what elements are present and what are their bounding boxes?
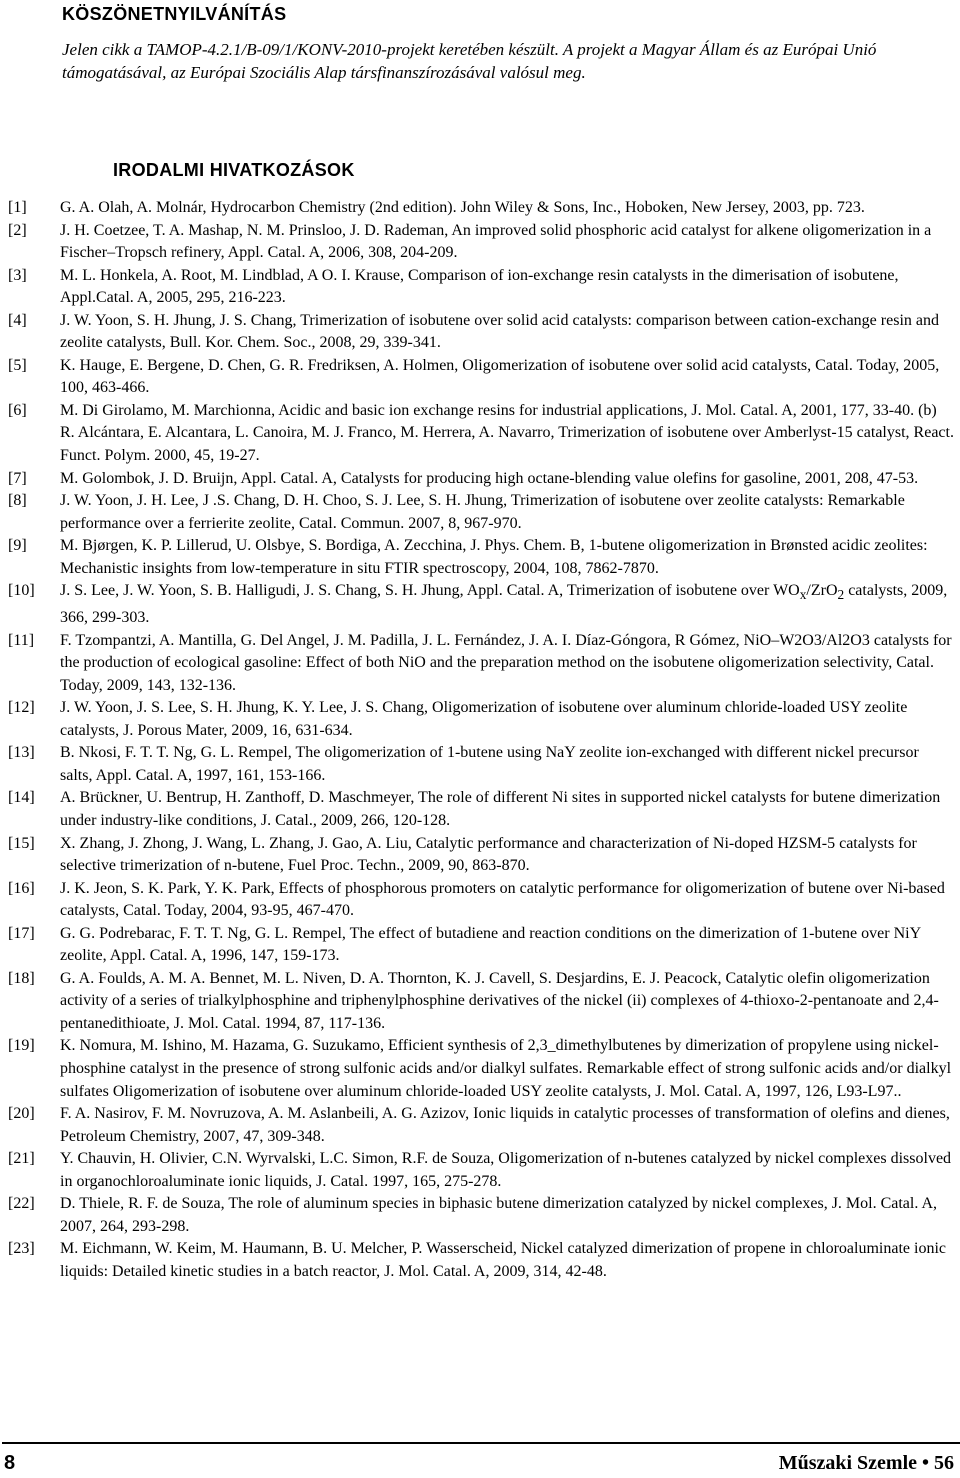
reference-number: [6]: [8, 401, 27, 419]
acknowledgement-heading: KÖSZÖNETNYILVÁNÍTÁS: [62, 4, 287, 24]
reference-item: [0, 355, 960, 400]
footer-divider: [2, 1442, 960, 1444]
reference-text: M. Golombok, J. D. Bruijn, Appl. Catal. A, Catalysts for producing high octane-blending value olefins for gasoline, 2001, 208, 47-53.: [60, 469, 919, 487]
reference-text: B. Nkosi, F. T. T. Ng, G. L. Rempel, The oligomerization of 1-butene using NaY zeolite ion-exchanged with different nickel precursor salts, Appl. Catal. A, 1997, 161, 153-166.: [60, 744, 919, 784]
reference-number: [9]: [8, 537, 27, 555]
reference-item: [0, 197, 960, 220]
reference-text: F. Tzompantzi, A. Mantilla, G. Del Angel, J. M. Padilla, J. L. Fernández, J. A. I. Díaz-Góngora, R Gómez, NiO–W2O3/Al2O3 catalysts for the production of ecological gasoline: Effect of both NiO and the preparation method on the isobutene oligomerization selectivity, Catal. Today, 2009, 143, 132-136.: [60, 631, 952, 694]
reference-item: [0, 878, 960, 923]
reference-item: [0, 833, 960, 878]
references-heading: IRODALMI HIVATKOZÁSOK: [113, 160, 355, 180]
reference-text-part: catalysts, 2009, 366, 299-303.: [60, 582, 948, 627]
reference-item: [0, 400, 960, 468]
reference-text: J. H. Coetzee, T. A. Mashap, N. M. Prinsloo, J. D. Rademan, An improved solid phosphoric acid catalyst for alkene oligomerization in a Fischer–Tropsch refinery, Appl. Catal. A, 2006, 308, 204-209.: [60, 221, 932, 262]
reference-number: [13]: [8, 744, 35, 762]
reference-item: [0, 490, 960, 535]
reference-text: G. A. Foulds, A. M. A. Bennet, M. L. Niven, D. A. Thornton, K. J. Cavell, S. Desjardins, E. J. Peacock, Catalytic olefin oligomerization activity of a series of trialkylphosphine and triphenylphosphine derivatives of the nickel (ii) complexes of 4-thioxo-2-pentanoate and 2,4-pentanedithioate, J. Mol. Catal. 1994, 87, 117-136.: [60, 969, 939, 1032]
reference-item: [0, 220, 960, 265]
reference-item: [0, 787, 960, 832]
acknowledgement-text: Jelen cikk a TAMOP-4.2.1/B-09/1/KONV-2010-projekt keretében készült. A projekt a Magyar Állam és az Európai Unió támogatásával, az Európai Szociális Alap társfinanszírozásával valósul meg.: [62, 40, 877, 82]
reference-text: G. G. Podrebarac, F. T. T. Ng, G. L. Rempel, The effect of butadiene and reaction conditions on the dimerization of 1-butene over NiY zeolite, Appl. Catal. A, 1996, 147, 159-173.: [60, 924, 921, 965]
reference-text: M. Di Girolamo, M. Marchionna, Acidic and basic ion exchange resins for industrial applications, J. Mol. Catal. A, 2001, 177, 33-40. (b) R. Alcántara, E. Alcantara, L. Canoira, M. J. Franco, M. Herrera, A. Navarro, Trimerization of isobutene over Amberlyst-15 catalyst, React. Funct. Polym. 2000, 45, 19-27.: [60, 401, 954, 465]
reference-number: [12]: [8, 699, 35, 717]
reference-item: [0, 1238, 960, 1283]
reference-text: J. K. Jeon, S. K. Park, Y. K. Park, Effects of phosphorous promoters on catalytic performance for oligomerization of butene over Ni-based catalysts, Catal. Today, 2004, 93-95, 467-470.: [60, 879, 945, 920]
reference-number: [22]: [8, 1195, 35, 1213]
reference-text-part: /ZrO: [806, 582, 838, 600]
reference-item: [0, 1148, 960, 1193]
reference-text: G. A. Olah, A. Molnár, Hydrocarbon Chemistry (2nd edition). John Wiley & Sons, Inc., Hoboken, New Jersey, 2003, pp. 723.: [60, 199, 865, 216]
reference-item: [0, 310, 960, 355]
reference-text: K. Nomura, M. Ishino, M. Hazama, G. Suzukamo, Efficient synthesis of 2,3_dimethylbutenes by dimerization of propylene using nickel-phosphine catalyst in the presence of strong sulfonic acids and/or dialkyl sulfates. Remarkable effect of strong sulfonic acids and/or dialkyl sulfates Oligomerization of isobutene over aluminum chloride-loaded USY zeolite catalysts, J. Mol. Catal. A, 1997, 126, L93-L97..: [60, 1037, 952, 1100]
reference-item: [0, 923, 960, 968]
reference-number: [4]: [8, 311, 27, 329]
reference-number: [2]: [8, 221, 27, 239]
reference-text: Y. Chauvin, H. Olivier, C.N. Wyrvalski, L.C. Simon, R.F. de Souza, Oligomerization of n-butenes catalyzed by nickel complexes dissolved in organochloroaluminate ionic liquids, J. Catal. 1997, 165, 275-278.: [60, 1150, 952, 1190]
reference-text: M. Eichmann, W. Keim, M. Haumann, B. U. Melcher, P. Wasserscheid, Nickel catalyzed dimerization of propene in chloroaluminate ionic liquids: Detailed kinetic studies in a batch reactor, J. Mol. Catal. A, 2009, 314, 42-48.: [60, 1240, 946, 1280]
reference-number: [20]: [8, 1105, 35, 1123]
reference-text: J. W. Yoon, J. H. Lee, J .S. Chang, D. H. Choo, S. J. Lee, S. H. Jhung, Trimerization of isobutene over zeolite catalysts: Remarkable performance over a ferrierite zeolite, Catal. Commun. 2007, 8, 967-970.: [60, 492, 905, 532]
reference-number: [3]: [8, 266, 27, 284]
reference-text: X. Zhang, J. Zhong, J. Wang, L. Zhang, J. Gao, A. Liu, Catalytic performance and characterization of Ni-doped HZSM-5 catalysts for selective trimerization of n-butene, Fuel Proc. Techn., 2009, 90, 863-870.: [60, 834, 917, 875]
reference-number: [11]: [8, 631, 35, 649]
reference-text: J. W. Yoon, S. H. Jhung, J. S. Chang, Trimerization of isobutene over solid acid catalysts: comparison between cation-exchange resin and zeolite catalysts, Bull. Kor. Chem. Soc., 2008, 29, 339-341.: [60, 311, 939, 352]
reference-number: [5]: [8, 356, 27, 374]
reference-item: [0, 742, 960, 787]
reference-item: [0, 630, 960, 698]
reference-item: [0, 580, 960, 629]
reference-item: [0, 968, 960, 1036]
reference-number: [8]: [8, 492, 27, 510]
reference-text-part: J. S. Lee, J. W. Yoon, S. B. Halligudi, J. S. Chang, S. H. Jhung, Appl. Catal. A, Trimerization of isobutene over WO: [60, 582, 800, 600]
reference-number: [14]: [8, 789, 35, 807]
reference-number: [19]: [8, 1037, 35, 1055]
reference-item: [0, 1193, 960, 1238]
reference-item: [0, 1035, 960, 1103]
reference-number: [21]: [8, 1150, 35, 1168]
journal-name: Műszaki Szemle • 56: [778, 1452, 954, 1474]
reference-number: [23]: [8, 1240, 35, 1258]
reference-item: [0, 468, 960, 491]
reference-text: [60, 580, 955, 629]
subscript: 2: [837, 587, 845, 603]
reference-item: [0, 265, 960, 310]
reference-item: [0, 697, 960, 742]
reference-number: [16]: [8, 879, 35, 897]
reference-number: [10]: [8, 582, 35, 600]
page-number: 8: [4, 1452, 16, 1474]
reference-text: A. Brückner, U. Bentrup, H. Zanthoff, D. Maschmeyer, The role of different Ni sites in supported nickel catalysts for butene dimerization under industry-like conditions, J. Catal., 2009, 266, 120-128.: [60, 789, 941, 829]
reference-number: [1]: [8, 199, 27, 216]
reference-text: J. W. Yoon, J. S. Lee, S. H. Jhung, K. Y. Lee, J. S. Chang, Oligomerization of isobutene over aluminum chloride-loaded USY zeolite catalysts, J. Porous Mater, 2009, 16, 631-634.: [60, 699, 908, 739]
reference-item: [0, 1103, 960, 1148]
reference-text: M. Bjørgen, K. P. Lillerud, U. Olsbye, S. Bordiga, A. Zecchina, J. Phys. Chem. B, 1-butene oligomerization in Brønsted acidic zeolites: Mechanistic insights from low-temperature in situ FTIR spectroscopy, 2004, 108, 7862-7870.: [60, 537, 928, 577]
reference-item: [0, 535, 960, 580]
reference-text: F. A. Nasirov, F. M. Novruzova, A. M. Aslanbeili, A. G. Azizov, Ionic liquids in catalytic processes of transformation of olefins and dienes, Petroleum Chemistry, 2007, 47, 309-348.: [60, 1105, 950, 1145]
reference-text: M. L. Honkela, A. Root, M. Lindblad, A O. I. Krause, Comparison of ion-exchange resin catalysts in the dimerisation of isobutene, Appl.Catal. A, 2005, 295, 216-223.: [60, 266, 899, 307]
reference-number: [15]: [8, 834, 35, 852]
reference-text: K. Hauge, E. Bergene, D. Chen, G. R. Fredriksen, A. Holmen, Oligomerization of isobutene over solid acid catalysts, Catal. Today, 2005, 100, 463-466.: [60, 356, 940, 397]
subscript: x: [799, 587, 807, 603]
reference-number: [7]: [8, 469, 27, 487]
reference-number: [18]: [8, 969, 35, 987]
reference-text: D. Thiele, R. F. de Souza, The role of aluminum species in biphasic butene dimerization catalyzed by nickel complexes, J. Mol. Catal. A, 2007, 264, 293-298.: [60, 1195, 938, 1235]
reference-number: [17]: [8, 924, 35, 942]
reference-list: [0, 197, 960, 1283]
